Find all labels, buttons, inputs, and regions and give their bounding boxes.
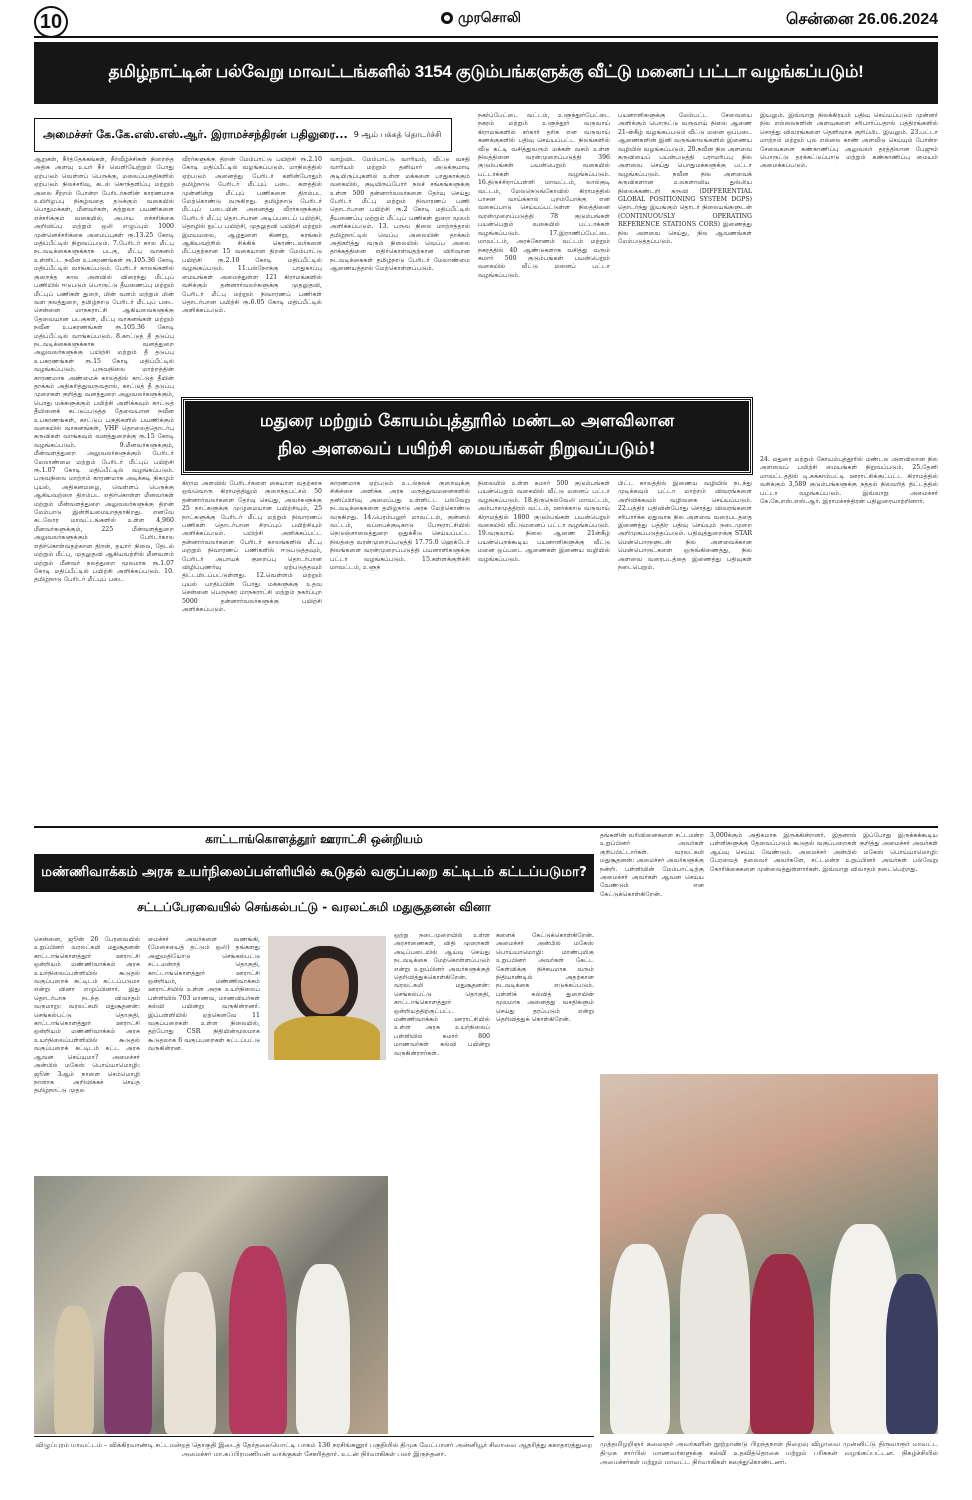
lead-lower-column-4: பிட்ட காலத்தில் இணைய வழியில் நடந்து முடிக்கவும் பட்டா மாற்றம் விவரங்களை அறிவிக்கவும் வழிவகை செய்யப்படும். 22.பத்திர பதிவின்போது சொத்து விவரங்களை சரிபார்க்க ஏதுவாக நில அளவை வரைபடத்தை இணைத்து பத்திர பதிவு செய்யும் நடைமுறை அறிமுகப்படுத்தப்படும். பதிவுத்துறைக்கு STAR மென்பொருளுடன் நில அளவைக்கான மென்பொருட்களை ஒருங்கிணைத்து, நில அளவை வரைபடத்தை இணைத்து பதிவுகள் நடைபெறும். [618, 480, 752, 572]
dateline: சென்னை 26.06.2024 [785, 11, 938, 28]
second-story-block [34, 832, 594, 932]
lead-column-2: வீரர்களுக்கு திறன் மேம்பாட்டு பயிற்சி ரூ.2.10 கோடி மதிப்பீட்டில் வழங்கப்படும். மாநிலத்தில் ஏற்படும் அனைத்து பேரிடர் களின்போதும் தமிழ்நாடு பேரிடர் மீட்புப் படை களத்தில் முன்னின்று மீட்புப் பணிகளை திறம்பட மேற்கொண்டு வருகிறது. தமிழ்நாடு பேரிடர் மீட்புப் படையின் அனைத்து வீரர்களுக்கும் பேரிடர் மீட்பு தொடர்பான அடிப்படைப் பயிற்சி, தொழில் நுட்ப பயிற்சி, முதலுதவி பயிற்சி மற்றும் இமயமலை, ஆழ்துளை கிணறு, கரங்கம் ஆகியவற்றில் சிக்கிக் கொண்டவர்களை மீட்பதற்கான 15 வகையான திறன் மேம்பாட்டு பயிற்சி ரூ.2.10 கோடி மதிப்பீட்டில் வழங்கப்படும். 11.பல்நோக்கு பாதுகாப்பு மையங்கள் அமைந்துள்ள 121 கிராமங்களில் வசிக்கும் தன்னார்வலர்களுக்கு முதலுதவி, பேரிடர் மீட்பு மற்றும் நிவாரணப் பணிகள் தொடர்பான பயிற்சி ரூ.6.05 கோடி மதிப்பீட்டில் அளிக்கப்படும். [182, 156, 322, 315]
second-column-2: மைச்சர் அவர்களை வணங்கி, (மேசையைத் தட்டும் ஒலி) தங்களது அனுமதியோடு செங்கல்பட்டு சட்டமன்றத் தொகுதி, காட்டாங்கொளத்தூர் ஊராட்சி ஒன்றியம், மண்ணிவாக்கம் ஊராட்சியில் உள்ள அரசு உயர்நிலைப் பள்ளியில் 703 மாணவ, மாணவியர்கள் கல்வி பயின்று வருகின்றனர். இப்பள்ளியில் ஏற்கெனவே 11 வகுப்பறைகள் உள்ள நிலையில், தற்போது CSR நிதியின்மூலமாக கூடுதலாக 6 வகுப்பறைகள் கட்டப்பட்டு வருகின்றன. [148, 936, 260, 1053]
lead-headline: தமிழ்நாட்டின் பல்வேறு மாவட்டங்களில் 3154 குடும்பங்களுக்கு வீட்டு மனைப் பட்டா வழங்கப்படும்! [108, 62, 864, 81]
lead-lower-column-1: கிராம அளவில் பேரிடர்களை கையாள வதற்காக ஒவ்வொரு கிராமத்திலும் குறைந்தபட்சம் 50 தன்னார்வலர்களை தேர்வு செய்து, அவர்களுக்கு 25 நாட்களுக்கு முழுமையான பயிற்சியும், 25 நாட்களுக்கு பேரிடர் மீட்பு மற்றும் நிவாரணப் பணிகள் தொடர்பான சிறப்புப் பயிற்சியும் அளிக்கப்படும். பயிற்சி அளிக்கப்பட்ட தன்னார்வலர்களை பேரிடர் காலங்களில் மீட்பு மற்றும் நிவாரணப் பணிகளில் ஈடுபடுத்தவும், பேரிடர் அபாயக் குறைப்பு தொடர்பான விழிப்புணர்வு ஏற்படுத்தவும் திட்டமிடப்பட்டுள்ளது. 12.வெள்ளம் மற்றும் புயல் பாதிப்பின் போது மக்களுக்கு உதவ சென்னை பெருநகர மாநகராட்சி மற்றும் நகர்ப்புற 5000 தன்னார்வலர்களுக்கு பயிற்சி அளிக்கப்படும். [182, 480, 322, 614]
lead-continued: 9 ஆம் பக்கத் தொடர்ச்சி [353, 130, 442, 139]
lead-inset-line-2: நில அளவைப் பயிற்சி மையங்கள் நிறுவப்படும்! [277, 439, 656, 459]
masthead-rule [34, 36, 938, 38]
lead-lower-column-2: காரணமாக ஏற்படும் உடல்நலக் குறைவுக்கு சிகிச்சை அளிக்க அரசு மருத்துவமனைகளில் தனிப்பிரிவு அமைப்பது உள்ளிட்ட பல்வேறு நடவடிக்கைகளை தமிழ்நாடு அரசு மேற்கொண்டு வருகிறது. 14.பெரம்பலூர் மாவட்டம், குன்னம் வட்டம், லப்பைக்குடிகாடு பேரூராட்சியில் நெடுஞ்சாலைத்துறை ஒதுக்கீடு செய்யப்பட்ட நிலத்தை வரன்முறைப்படுத்தி 17.75.0 ஹெக்டேர் நிலங்களை வரன்முறைப்படுத்தி பயனாளிகளுக்கு பட்டா வழங்கப்படும். 15.கள்ளக்குறிச்சி மாவட்டம், உளுந் [330, 480, 470, 572]
lead-lower-column-3: நிலையில் உள்ள சுமார் 500 குடும்பங்கள் பயன்பெறும் வகையில் வீட்டு மனைப் பட்டா வழங்கப்படும். 18.திருநெல்வேலி மாவட்டம், அம்பாசமுத்திரம் வட்டம், ஊர்க்காடு வருவாய் கிராமத்தில் 1800 குடும்பங்கள் பயன்பெறும் வகையில் வீட்டுமனைப் பட்டா வழங்கப்படும். 19.வருவாய் நிலை ஆணை 21ன்கீழ் பயன்பெறக்கூடிய பயனாளிகளுக்கு வீட்டு மனை ஒப்படை ஆணைகள் இணைய வழியில் வழங்கப்படும். [478, 480, 610, 563]
section-divider [34, 826, 938, 828]
campaign-photo-caption-box [34, 1436, 594, 1497]
lead-column-4: நகர்ப்பேட்டை வட்டம், உளுந்தூர்பேட்டை நகரம் மற்றும் உளுந்தூர் வருவாய் கிராமங்களில் சர்கார் தரிசு என வருவாய் கணக்குகளில் பதிவு செய்யப்பட்ட நிலங்களில் வீடு கட்டி வசித்துவரும் மக்கள் வசம் உள்ள நிலத்தினை வரன்முறைப்படுத்தி 396 குடும்பங்கள் பயன்பெறும் வகையில் பட்டாக்கள் வழங்கப்படும். 16.திருச்சிராப்பள்ளி மாவட்டம், லால்குடி வட்டம், மேலநெடுங்கோவில் கிராமத்தில் பாசன வாய்க்கால் புறம்போக்கு என வகைப்பாடு செய்யப்பட்டுள்ள நிலத்தினை வரன்முறைப்படுத்தி 78 குடும்பங்கள் பயன்பெறும் வகையில் பட்டாக்கள் வழங்கப்படும். 17.இராணிப்பேட்டை மாவட்டம், அரக்கோணம் வட்டம் மற்றும் நகரத்தில் 40 ஆண்டுகளாக வசித்து வரும் சுமார் 500 குடும்பங்கள் பயன்பெறும் வகையில் வீட்டு மனைப் பட்டா வழங்கப்படும். [478, 112, 610, 279]
lead-column-3: வாழ்விட மேம்பாட்டு வாரியம், வீட்டு வசதி வாரியம் மற்றும் தனியார் அடுக்குமாடி குடியிருப்புகளில் உள்ள மக்களை பாதுகாக்கும் வகையில், குடியிருப்போர் நலச் சங்கங்களுக்கு உள்ள 500 தன்னார்வலர்களை தேர்வு செய்து பேரிடர் மீட்பு மற்றும் நிவாரணப் பணி தொடர்பான பயிற்சி ரூ.2 கோடி மதிப்பீட்டில் தீயணைப்பு மற்றும் மீட்புப் பணிகள் துறை மூலம் அளிக்கப்படும். 13. பருவ நிலை மாற்றத்தால் தமிழ்நாட்டில் வெப்ப அலையின் தாக்கம் அதிகரித்து வரும் நிலையில் வெப்ப அலை தாக்கத்தினை எதிர்கொள்வதற்கான விரிவான நடவடிக்கைகள் தமிழ்நாடு பேரிடர் மேலாண்மை ஆணையத்தால் மேற்கொள்ளப்படும். [330, 156, 470, 273]
lead-subhead: அமைச்சர் கே.கே.எஸ்.எஸ்.ஆர். இராமச்சந்திரன் பதிலுரை... [43, 127, 348, 141]
second-column-6: 3,000க்கும் அதிகமாக இருக்கின்றனர். இதனால் இப்போது இருக்கக்கூடிய பள்ளிகளுக்கு தேவைப்படும் கூடுதல் வகுப்பறைகள் குறித்து அமைச்சர் அவர்கள் ஆய்வு செய்ய வேண்டும். அமைச்சர் அன்பில் மகேஸ் பொய்யாமொழி: பேரவைத் தலைவர் அவர்களே, சட்டமன்ற உறுப்பினர் அவர்கள் பல்வேறு கோரிக்கைகளை முன்வைத்துள்ளார்கள். இவ்வாறு விவாதம் நடைபெற்றது. [710, 832, 938, 873]
event-photo-caption: முத்தமிழறிஞர் கலைஞர் அவர்களின் நூற்றாண்டு பிறந்தநாள் நிறைவு விழாவை முன்னிட்டு திருவாரூர் மாவட்ட திமுக சார்பில் மாணவர்களுக்கு கல்வி உதவித்தொகை மற்றும் பரிசுகள் வழங்கப்பட்டன. நிகழ்ச்சியில் அமைச்சர்கள் மற்றும் மாவட்ட நிர்வாகிகள் கலந்துகொண்டனர். [600, 1440, 938, 1466]
lead-column-1: ஆறுகள், நீர்த்தேக்கங்கள், நீர்வீழ்ச்சிகள் நிறைந்த அதிக அளவு உயர் நீர் வெளியேற்றும் போது ஏற்படும் வெள்ளப் பெருக்கு, மலைப்பகுதிகளில் ஏற்படும் நிலச்சரிவு, கடல் கொந்தளிப்பு மற்றும் அலை சீற்றம் போன்ற பேரிடர்களின் காரணமாக உயிரிழப்பு நிகழ்வதை தடுக்கும் வகையில் பொதுமக்கள், மீனவர்கள், சுற்றுலா பயணிகளை எச்சரிக்கும் வகையில், அபாய எச்சரிக்கை அறிவிப்பு மற்றும் ஒலி எழுப்பும் 1000 முன்னெச்சரிக்கை அமைப்புகள் ரூ.13.25 கோடி மதிப்பீட்டில் நிறுவப்படும். 7.பேரிடர் கால மீட்பு நடவடிக்கைகளுக்காக படகு, மீட்பு வாகனம் உள்ளிட்ட நவீன உபகரணங்கள் ரூ.105.36 கோடி மதிப்பீட்டில் வாங்கப்படும். பேரிடர் காலங்களில் குறைந்த கால அளவில் விரைந்து மீட்புப் பணியில் ஈடுபடும் பொருட்டு தீயணைப்பு மற்றும் மீட்புப் பணிகள் துறை, மின் வளம் மற்றும் மின் வள நலத்துறை, தமிழ்நாடு பேரிடர் மீட்புப் படை சென்னை மாநகராட்சி ஆகியவைகளுக்கு தேவையான படகுகள், மீட்பு வாகனங்கள் மற்றும் நவீன உபகரணங்கள் ரூ.105.36 கோடி மதிப்பீட்டில் வாங்கப்படும். 8.காட்டுத் தீ தடுப்பு நடவடிக்கைகளுக்காக வனத்துறை அலுவலர்களுக்கு பயிற்சி மற்றும் தீ தடுப்பு உபகரணங்கள் ரூ.15 கோடி மதிப்பீட்டில் வழங்கப்படும். பருவநிலை மாற்றத்தின் காரணமாக அண்மைக் காலத்தில் காட்டுத் தீயின் தாக்கம் அதிகரித்துவருவதால், காட்டுத் தீ தடுப்பு முறைகள் குறித்து வனத்துறை அலுவலர்களுக்கும், பொது மக்களுக்கும் பயிற்சி அளிக்கவும் காட்டுத் தீயினைக் கட்டுப்படுத்த தேவையான நவீன உபகரணங்கள், காட்டுப் பகுதிகளில் பயணிக்கும் வகையில் வாகனங்கள், VHF தொலைத்தொடர்பு கருவிகள் வாங்கவும் வனத்துறைக்கு ரூ.15 கோடி வழங்கப்படும். 9.மீனவர்களுக்கும், மீன்வளத்துறை அலுவலர்களுக்கும் பேரிடர் மேலாண்மை மற்றும் பேரிடர் மீட்புப் பயிற்சி ரூ.1.07 கோடி மதிப்பீட்டில் வழங்கப்படும். பருவநிலை மாற்றம் காரணமாக அடிக்கடி நிகழும் புயல், அதிகனமழை, வெள்ளப் பெருக்கு ஆகியவற்றை திறம்பட எதிர்கொள்ள மீனவர்கள் மற்றும் மீன்வளத்துறை அலுவலர்களுக்கு திறன் மேம்பாடு இன்றியமையாததாகிறது. எனவே கடலோர மாவட்டங்களில் உள்ள 4,960 மீனவர்களுக்கும், 225 மீன்வளத்துறை அலுவலர்களுக்கும் பேரிடர்கால எதிர்கொள்வதற்கான திறன், தயார் நிலை, தேடல் மற்றும் மீட்பு, முதலுதவி ஆகியவற்றில் மீனவளம் மற்றும் மீனவர் நலத்துறை மூலமாக ரூ.1.07 கோடி மதிப்பீட்டில் பயிற்சி அளிக்கப்படும். 10. தமிழ்நாடு பேரிடர் மீட்புப் படை [34, 156, 174, 584]
lead-inset-box [182, 398, 752, 474]
second-column-3: ஒற்று நடைமுறையில் உள்ள அரசாணைகள், விதி முறைகள் அடிப்படையில் ஆய்வு செய்து நடவடிக்கை மேற்கொள்ளப்படும் என்று உறுப்பினர் அவர்களுக்குத் தெரிவித்துக்கொள்கிறேன். வரலட்சுமி மதுசூதனன்: செங்கல்பட்டு தொகுதி, காட்டாங்கொளத்தூர் ஒன்றியத்திற்குட்பட்ட மண்ணிவாக்கம் ஊராட்சியில் உள்ள அரசு உயர்நிலைப் பள்ளியில் சுமார் 800 மாணவர்கள் கல்வி பயின்று வருகின்றார்கள். [394, 932, 490, 1057]
campaign-photo-caption: விழுப்புரம் மாவட்டம் – விக்கிரவாண்டி சட்டமன்றத் தொகுதி இடைத் தேர்தலையொட்டி பாகம் 136 நரசிங்கனூர் பகுதியில் திமுக வேட்பாளர் அன்னியூர் சிவாவை ஆதரித்து சுகாதாரத்துறை அமைச்சர் மா.சுப்பிரமணியன் வாக்குகள் சேகரித்தார். உடன் நிர்வாகிகள் பலர் இருந்தனர். [35, 1441, 593, 1458]
rising-sun-emblem-icon [440, 10, 454, 26]
paper-name: முரசொலி [458, 10, 521, 26]
masthead [0, 0, 972, 40]
lead-column-6: இயலும். இவ்வாறு நிலக்கிரயம் பதிவு செய்யப்படும் முன்னர் நில எல்லைகளின் அளவுகளை சரிபார்ப்பதால் பத்திரங்களில் சொத்து விவரங்களை தெளிவாக குறிப்பிட இயலும். 23.பட்டா மாற்றம் மற்றும் புல எல்லை காண் அளவீடு செய்யும் போன்ற சேவைகளை கண்காணிப்பு அலுவலர் தரத்திலான பேஜும் பொருட்டு தரக்கட்டுப்பாடு மற்றும் கண்காணிப்பு மையம் அமைக்கப்படும். [760, 112, 938, 170]
second-subhead: சட்டப்பேரவையில் செங்கல்பட்டு - வரலட்சுமி மதுசூதனன் வினா [137, 900, 491, 914]
campaign-photo [34, 1176, 388, 1434]
event-photo [600, 1074, 938, 1434]
second-column-4: களைக் கேட்டுக்கொள்கிறேன். அமைச்சர் அன்பில் மகேஸ் பொய்யாமொழி: மாண்புமிகு உறுப்பினர் அவர்கள் கேட்ட கேள்விக்கு நிச்சயமாக வரும் நிதியாண்டில் அதற்கான நடவடிக்கை எடுக்கப்படும். பள்ளிக் கல்வித் துறையின் மூலமாக அனைத்து வசதிகளும் செய்து தரப்படும் என்று தெரிவித்துக் கொள்கிறேன். [496, 932, 594, 1024]
lead-subhead-box [34, 118, 452, 152]
second-column-1: சென்னை, ஜூன் 26 பேரவையில் உறுப்பினர் வரலட்சுமி மதுசூதனன் காட்டாங்கொளத்தூர் ஊராட்சி ஒன்றியம் மண்ணிவாக்கம் அரசு உயர்நிலைப்பள்ளியில் கூடுதல் வகுப்பறைக் கட்டிடம் கட்டப்படுமா என்று வினா எழுப்பினார். இது தொடர்பாக நடந்த விவாதம் வருமாறு: வரலட்சுமி மதுசூதனன்: செங்கல்பட்டு தொகுதி, காட்டாங்கொளத்தூர் ஊராட்சி ஒன்றியம் மண்ணிவாக்கம் அரசு உயர்நிலைப்பள்ளியில் கூடுதல் வகுப்பறைக் கட்டிடம் கட்ட அரசு ஆவன செய்யுமா? அமைச்சர் அன்பில் மகேஸ் பொய்யாமொழி: ஜூன் 3ஆம் நாளை செம்மொழி நாளாக அறிவிக்கச் செய்த தமிழ்நாட்டு முதல [34, 936, 140, 1095]
mla-portrait-photo [268, 936, 386, 1060]
second-kicker: காட்டாங்கொளத்தூர் ஊராட்சி ஒன்றியம் [205, 832, 423, 846]
second-column-5: தங்களின் வரிவினைகளை சட்டமன்ற உறுப்பினர் அவர்கள் குறிப்பிட்டார்கள். வரலட்சுமி மதுசூதனன்: அமைச்சர் அவர்களுக்கு நன்றி. பள்ளியின் மேம்பாட்டிற்கு அமைச்சர் அவர்கள் ஆவன செய்ய வேண்டும் என கேட்டுக்கொள்கிறேன். [600, 832, 704, 898]
lead-lower-column-5: 24. மதுரை மற்றும் கோயம்புத்தூரில் மண்டல அளவிலான நில அளவைப் பயிற்சி மையங்கள் நிறுவப்படும். 25.தேனி மாவட்டத்தில் டி.சுக்காம்பட்டி ஊராட்சிக்குட்பட்ட கிராமத்தில் வசிக்கும் 3,589 குடும்பங்களுக்கு நத்தம் நிலவரித் திட்டத்தில் பட்டா வழங்கப்படும். இவ்வாறு அமைச்சர் கே.கே.எஸ்.எஸ்.ஆர். இராமச்சந்திரன் பதிலுரையாற்றினார். [760, 456, 938, 506]
lead-inset-line-1: மதுரை மற்றும் கோயம்புத்தூரில் மண்டல அளவிலான [259, 411, 675, 431]
second-headline: மண்ணிவாக்கம் அரசு உயர்நிலைப்பள்ளியில் கூடுதல் வகுப்பறை கட்டிடம் கட்டப்படுமா? [34, 854, 594, 892]
lead-headline-bar [34, 42, 938, 104]
lead-column-5: பயனாளிகளுக்கு மேம்பட்ட சேவையை அளிக்கும் பொருட்டு வருவாய் நிலை ஆணை 21-ன்கீழ் வழங்கப்படும் வீட்டு மனை ஒப்படை ஆணைகளின் இனி வருங்காலங்களில் இணைய வழியில் வழங்கப்படும். 20.நவீன நில அளவை கருவியைப் பயன்படுத்தி பராமரிப்பு நில அளவை செய்து பொதுமக்களுக்கு பட்டா வழங்கப்படும். நவீன நில அளவைக் கருவிகளான உலகளாவிய துல்லிய நிலைக்கண்டறி கருவி (DIFFERENTIAL GLOBAL POSITIONING SYSTEM DGPS) தொடர்ந்து இயங்கும் தொடர் நிலையங்களுடன் (CONTINUOUSLY OPERATING REFERENCE STATIONS CORS) இணைத்து நில அளவை செய்து, நில ஆவணங்கள் மேம்படுத்தப்படும். [618, 112, 752, 246]
page-number: 10 [39, 10, 63, 33]
page-number-badge [34, 6, 68, 38]
